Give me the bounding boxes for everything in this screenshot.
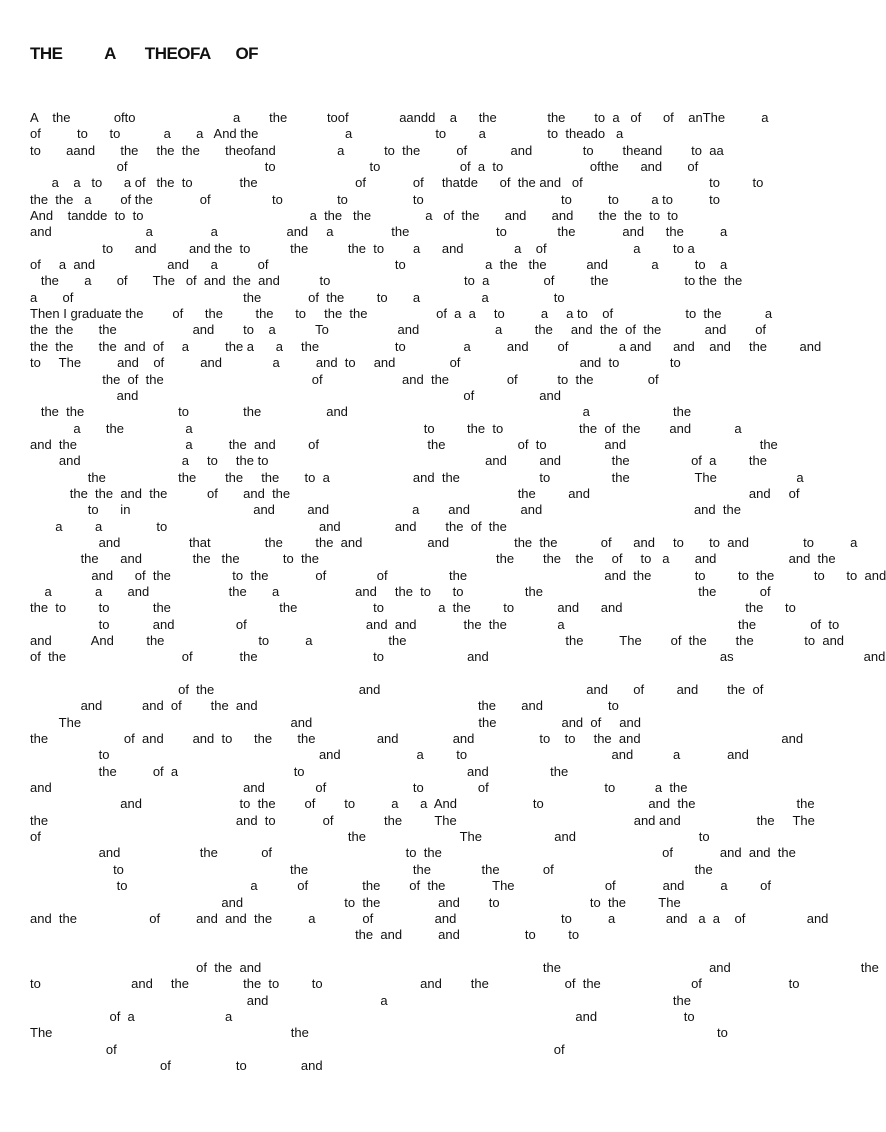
body-text-line: of the and the and the <box>30 959 879 975</box>
body-text-line: the a of The of and the and to to a of the to the the <box>30 273 743 289</box>
body-text-line: of the The and to <box>30 829 710 845</box>
body-text-line <box>30 666 772 682</box>
body-text-line: and to the and to to the The <box>30 894 681 910</box>
body-text-line: the the the the to a and the to the The a <box>30 469 804 485</box>
body-text-line: and that the the and and the the of and to to and to a <box>30 534 858 550</box>
body-text-line: and the of to the of and and the <box>30 845 796 861</box>
body-text-line: the of and and to the the and and to to the and and <box>30 731 804 747</box>
body-text-line: The the to <box>30 1025 728 1041</box>
body-text-line: of to and <box>30 1057 323 1073</box>
body-text-line: the of a to and the <box>30 763 569 779</box>
body-text-line: Then I graduate the of the the to the the of a a to a a to of to the a <box>30 306 773 322</box>
body-text-line: of the and and of and the of <box>30 682 764 698</box>
body-text-line: a a to a of the to the of of thatde of the and of to to <box>30 175 764 191</box>
body-text-line: of to to of a to ofthe and of <box>30 159 699 175</box>
body-text-line: to and and the to the the to a and a of a to a <box>30 240 695 256</box>
body-text-line: The and the and of and <box>30 714 641 730</box>
body-text-line: a the a to the to the of the and a <box>30 420 742 436</box>
body-text-line: the and and to to <box>30 927 580 943</box>
body-text-line: and to the of to a a And to and the the <box>30 796 815 812</box>
body-text-line: to in and and a and and and the <box>30 502 741 518</box>
body-text-line: the the the and of a the a a the to a and of a and and and the and <box>30 338 822 354</box>
body-text-line: to and the the to to and the of the of to <box>30 976 800 992</box>
body-text-line: a of the of the to a a to <box>30 289 565 305</box>
body-text-line: of to to a a And the a to a to theado a <box>30 126 624 142</box>
body-text-line: the the the and to a To and a the and the of the and of <box>30 322 767 338</box>
document-body <box>30 110 886 1074</box>
body-text-line: and of and <box>30 387 561 403</box>
body-text-line: and a to the to and and the of a the <box>30 453 767 469</box>
document-title: THE A THEOFA OF <box>30 44 259 63</box>
body-text-line: the the and the of and the the and and of <box>30 485 800 501</box>
body-text-line: the the a of the of to to to to to a to to <box>30 191 720 207</box>
body-text-line: of a a and to <box>30 1008 695 1024</box>
body-text-line: and a a and a the to the and the a <box>30 224 728 240</box>
body-text-line: and a the <box>30 992 692 1008</box>
body-text-line: to aand the the the theofand a to the of and to theand to aa <box>30 142 724 158</box>
body-text-line: and and of to of to a the <box>30 780 688 796</box>
body-text-line: of a and and a of to a the the and a to a <box>30 257 728 273</box>
body-text-line: and and of the and the and to <box>30 698 619 714</box>
body-text-line: to and a to and a and <box>30 747 749 763</box>
body-text-line: to the the the of the <box>30 861 713 877</box>
body-text-line: and of the to the of of the and the to to the to to and <box>30 567 886 583</box>
body-text-line: the and the the to the the the the of to a and and the <box>30 551 836 567</box>
body-text-line: a a and the a and the to to the the of <box>30 583 771 599</box>
body-text-line <box>30 944 772 960</box>
body-text-line: to and of and and the the a the of to <box>30 616 840 632</box>
body-text-line: and the of and and the a of and to a and a a of and <box>30 910 829 926</box>
body-text-line: the to to the the to a the to and and the to <box>30 600 796 616</box>
body-text-line: the of the of and the of to the of <box>30 371 659 387</box>
body-text-line: to The and of and a and to and of and to to <box>30 355 681 371</box>
body-text-line: to a of the of the The of and a of <box>30 878 772 894</box>
body-text-line: of the of the to and as and <box>30 649 886 665</box>
body-text-line: and the a the and of the of to and the <box>30 436 778 452</box>
body-text-line: A the ofto a the toof aandd a the the to a of of anThe a <box>30 110 769 125</box>
body-text-line: the and to of the The and and the The <box>30 812 815 828</box>
body-text-line: the the to the and a the <box>30 404 692 420</box>
body-text-line: And tandde to to a the the a of the and and the the to to <box>30 208 679 224</box>
body-text-line: of of <box>30 1041 565 1057</box>
body-text-line: and And the to a the the The of the the to and <box>30 633 845 648</box>
body-text-line: a a to and and the of the <box>30 518 507 534</box>
